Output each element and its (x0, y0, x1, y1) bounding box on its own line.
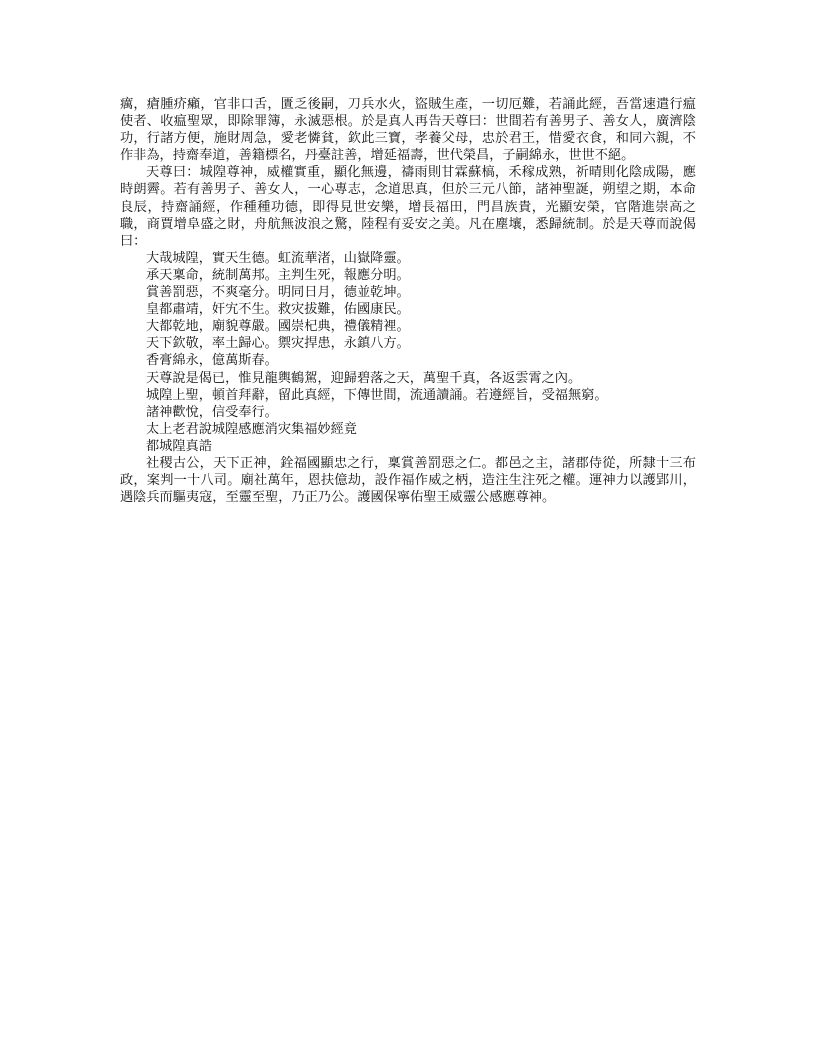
verse-line: 香膏綿永，億萬斯春。 (146, 353, 278, 369)
paragraph-closing: 社稷古公，天下正神，銓福國顯忠之行，稟賞善罰惡之仁。都邑之主，諸郡侍從，所隸十三布政，案判一十八司。廟社萬年，恩扶億劫，設作福作威之柄，造注生注死之權。運神力以護郢川，遇陰兵而驅夷寇，至靈至聖，乃正乃公。護國保寧佑聖王威靈公感應尊神。 (120, 455, 696, 506)
verse-line: 承天稟命，統制萬邦。主判生死，報應分明。 (146, 267, 410, 283)
paragraph-continuation: 癘，瘡腫疥癩，官非口舌，匱乏後嗣，刀兵水火，盜賊生產，一切厄難，若誦此經，吾當速遣行瘟使者、收瘟聖眾，即除罪簿，永滅惡根。於是真人再告天尊曰：世間若有善男子、善女人，廣濟陰功，行諸方便，施財周急，愛老憐貧，欽此三寶，孝養父母，忠於君王，惜愛衣食，和同六親，不作非為，持齋奉道，善籍標名，丹臺註善，增延福壽，世代榮昌，子嗣綿永，世世不絕。 (120, 97, 696, 164)
verse-line: 天尊說是偈已，惟見龍輿鶴駕，迎歸碧落之天，萬聖千真，各返雲霄之內。 (146, 370, 582, 386)
verse-line: 皇都肅靖，奸宄不生。救灾拔難，佑國康民。 (146, 302, 410, 318)
verse-line: 大都乾地，廟貌尊嚴。國崇杞典，禮儀精裡。 (146, 319, 410, 335)
verse-line: 天下欽敬，率土歸心。禦灾捍患，永鎮八方。 (146, 336, 410, 352)
verse-line: 大哉城隍，實天生德。虹流華渚，山嶽降靈。 (146, 250, 410, 266)
verse-line: 諸神歡悅，信受奉行。 (146, 404, 278, 420)
paragraph-tianzun-said: 天尊曰：城隍尊神，威權實重，顯化無邊，禱雨則甘霖蘇槁，禾稼成熟，祈晴則化陰成陽，應時朗霽。若有善男子、善女人，一心專志，念道思真，但於三元八節，諸神聖誕，朔望之期，本命良辰，持齋誦經，作種種功德，即得見世安樂，增長福田，門昌族貴，光顯安榮，官階進崇高之職，商賈增阜盛之財，舟航無波浪之驚，陸程有妥安之美。凡在塵壤，悉歸統制。於是天尊而說偈曰： (120, 165, 696, 249)
verse-line: 賞善罰惡，不爽毫分。明同日月，德並乾坤。 (146, 285, 410, 301)
verse-line: 城隍上聖，頓首拜辭，留此真經，下傳世間，流通讀誦。若遵經旨，受福無窮。 (146, 387, 608, 403)
section-heading: 都城隍真誥 (146, 438, 212, 454)
document-page (120, 96, 696, 506)
scripture-end-title: 太上老君說城隍感應消灾集福妙經竟 (146, 421, 357, 437)
